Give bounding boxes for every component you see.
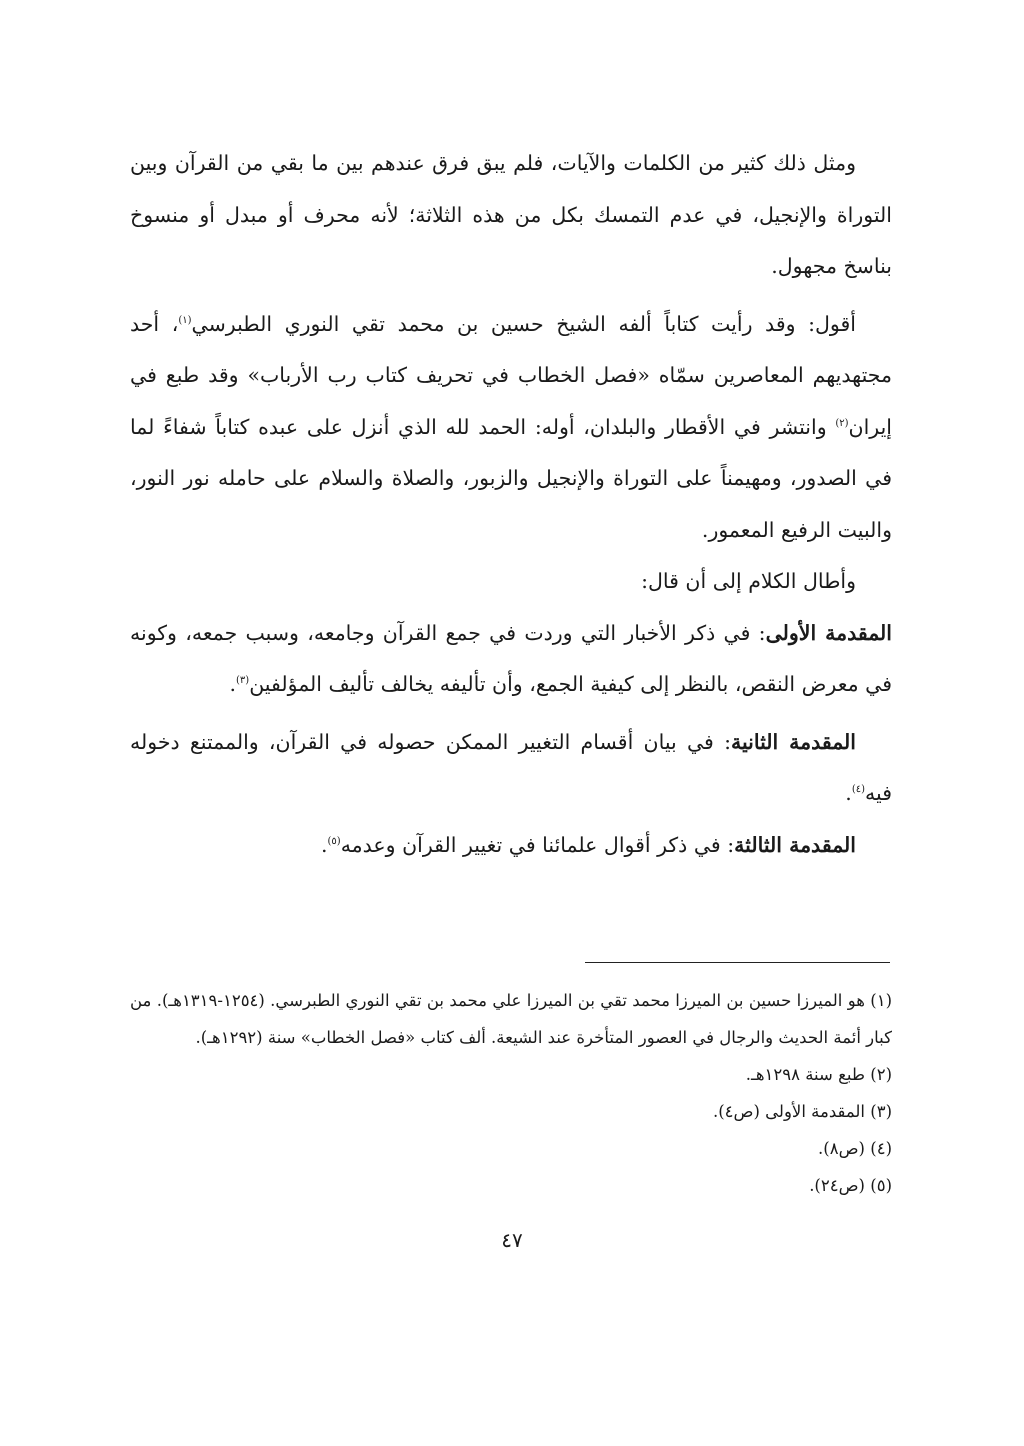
- paragraph-text: ، أحد مجتهديهم المعاصرين سمّاه «فصل الخطاب في تحريف كتاب رب الأرباب» وقد طبع في إيران: [130, 311, 892, 439]
- footnote-marker: (١): [178, 314, 192, 326]
- sentence-end: .: [320, 832, 328, 857]
- footnote-5: (٥) (ص٢٤).: [809, 1176, 892, 1195]
- muqaddima-label: المقدمة الثانية: [730, 729, 856, 754]
- muqaddima-item: [130, 820, 892, 872]
- paragraph-text: وانتشر في الأقطار والبلدان، أوله: الحمد لله الذي أنزل على عبده كتاباً شفاءً لما في الصدور، ومهيمناً على التوراة والإنجيل والزبور، والصلاة والسلام على حامله نور النور، والبيت الرفيع المعمور.: [130, 414, 892, 542]
- footnote-1: (١) هو الميرزا حسين بن الميرزا محمد تقي بن الميرزا علي محمد بن تقي النوري الطبرسي. (١٢٥٤-١٣١٩هـ). من كبار أئمة الحديث والرجال في العصور المتأخرة عند الشيعة. ألف كتاب «فصل الخطاب» سنة (١٢٩٢هـ).: [130, 991, 892, 1047]
- footnote-4: (٤) (ص٨).: [818, 1139, 892, 1158]
- muqaddima-text: : في ذكر الأخبار التي وردت في جمع القرآن وجامعه، وسبب جمعه، وكونه في معرض النقص، بالنظر إلى كيفية الجمع، وأن تأليفه يخالف تأليف المؤلفين: [130, 620, 892, 696]
- footnote-marker: (٣): [236, 675, 250, 687]
- muqaddima-label: المقدمة الثالثة: [734, 832, 856, 857]
- muqaddima-text: : في بيان أقسام التغيير الممكن حصوله في القرآن، والممتنع دخوله فيه: [130, 729, 892, 805]
- footnote-marker: (٢): [835, 417, 849, 429]
- muqaddima-text: : في ذكر أقوال علمائنا في تغيير القرآن وعدمه: [340, 832, 735, 857]
- footnotes: [130, 982, 892, 1204]
- muqaddima-item: [130, 608, 892, 711]
- paragraph: [130, 138, 892, 293]
- footnote-marker: (٤): [851, 784, 866, 796]
- paragraph-text: ومثل ذلك كثير من الكلمات والآيات، فلم يبق فرق عندهم بين ما بقي من القرآن وبين التوراة والإنجيل، في عدم التمسك بكل من هذه الثلاثة؛ لأنه محرف أو مبدل أو منسوخ بناسخ مجهول.: [130, 151, 892, 278]
- footnote-2: (٢) طبع سنة ١٢٩٨هـ.: [745, 1065, 892, 1084]
- muqaddima-item: [130, 717, 892, 820]
- paragraph-text: وأطال الكلام إلى أن قال:: [641, 569, 856, 593]
- main-text: [130, 138, 892, 871]
- footnote-3: (٣) المقدمة الأولى (ص٤).: [712, 1102, 892, 1121]
- footnote-marker: (٥): [327, 835, 341, 847]
- footnote-separator: [585, 962, 890, 963]
- sentence-end: .: [845, 781, 852, 805]
- paragraph: [130, 299, 892, 557]
- paragraph: [130, 556, 892, 608]
- paragraph-text: أقول: وقد رأيت كتاباً ألفه الشيخ حسين بن محمد تقي النوري الطبرسي: [191, 311, 856, 336]
- page-number: ٤٧: [501, 1228, 523, 1252]
- sentence-end: .: [229, 672, 237, 696]
- muqaddima-label: المقدمة الأولى: [765, 620, 892, 645]
